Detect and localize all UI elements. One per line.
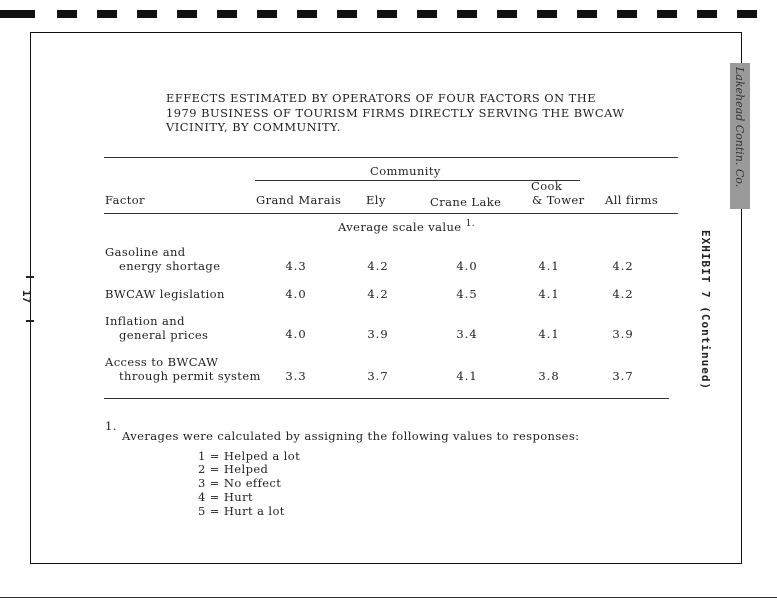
table-cell: 4.0 <box>456 259 478 273</box>
column-header-tower: & Tower <box>532 193 585 207</box>
scale-item: 5 = Hurt a lot <box>198 504 285 518</box>
table-cell: 4.1 <box>538 259 560 273</box>
table-cell: 4.1 <box>456 369 478 383</box>
table-cell: 4.5 <box>456 287 478 301</box>
table-bottom-rule <box>104 398 669 399</box>
scale-item: 1 = Helped a lot <box>198 449 301 463</box>
page-number-text: 17 <box>20 289 34 304</box>
scale-item: 4 = Hurt <box>198 490 254 504</box>
column-header-cook: Cook <box>531 179 563 193</box>
footnote-marker: 1. <box>105 419 117 433</box>
table-cell: 3.7 <box>367 369 389 383</box>
header-bottom-rule <box>104 213 678 214</box>
title-line: 1979 BUSINESS OF TOURISM FIRMS DIRECTLY SERVING THE BWCAW <box>166 105 625 120</box>
table-cell: 4.0 <box>285 327 307 341</box>
stamp-text: Lakehead Contin. Co. <box>733 67 746 188</box>
row-factor-line2: energy shortage <box>119 259 221 273</box>
scale-item: 3 = No effect <box>198 476 282 490</box>
table-cell: 4.1 <box>538 287 560 301</box>
column-header-grand-marais: Grand Marais <box>256 193 342 207</box>
table-cell: 3.4 <box>456 327 478 341</box>
table-cell: 3.9 <box>367 327 389 341</box>
table-cell: 3.7 <box>612 369 634 383</box>
scale-item: 2 = Helped <box>198 462 269 476</box>
row-factor-line1: BWCAW legislation <box>105 287 225 301</box>
community-header: Community <box>370 164 441 178</box>
page-number <box>20 290 40 310</box>
row-factor-line1: Gasoline and <box>105 245 186 259</box>
row-factor-line1: Access to BWCAW <box>105 355 219 369</box>
table-cell: 4.2 <box>612 287 634 301</box>
exhibit-label-text: EXHIBIT 7 (Continued) <box>699 230 712 391</box>
exhibit-side-label <box>699 230 724 391</box>
archive-stamp <box>730 63 750 209</box>
row-factor-line2: through permit system <box>119 369 261 383</box>
table-cell: 4.3 <box>285 259 307 273</box>
subheader-text: Average scale value <box>338 219 462 234</box>
title-line: EFFECTS ESTIMATED BY OPERATORS OF FOUR FACTORS ON THE <box>166 91 597 105</box>
table-cell: 3.9 <box>612 327 634 341</box>
row-factor-line2: general prices <box>119 328 209 342</box>
factor-header: Factor <box>105 193 145 207</box>
column-header-all-firms: All firms <box>605 193 659 207</box>
margin-tick <box>26 320 34 322</box>
column-header-crane-lake: Crane Lake <box>430 195 502 209</box>
table-cell: 4.0 <box>285 287 307 301</box>
document-title <box>166 91 646 135</box>
table-cell: 3.8 <box>538 369 560 383</box>
title-line: VICINITY, BY COMMUNITY. <box>166 120 341 134</box>
table-cell: 3.3 <box>285 369 307 383</box>
table-cell: 4.2 <box>367 259 389 273</box>
table-top-rule <box>104 157 678 158</box>
average-scale-subheader <box>338 219 475 234</box>
margin-tick <box>26 276 34 278</box>
column-header-ely: Ely <box>366 193 386 207</box>
row-factor-line1: Inflation and <box>105 314 185 328</box>
table-cell: 4.1 <box>538 327 560 341</box>
table-cell: 4.2 <box>367 287 389 301</box>
bottom-rule <box>0 597 777 598</box>
footnote-text: Averages were calculated by assigning the following values to responses: <box>122 429 580 443</box>
table-cell: 4.2 <box>612 259 634 273</box>
subheader-footnote-mark: 1. <box>465 219 475 229</box>
